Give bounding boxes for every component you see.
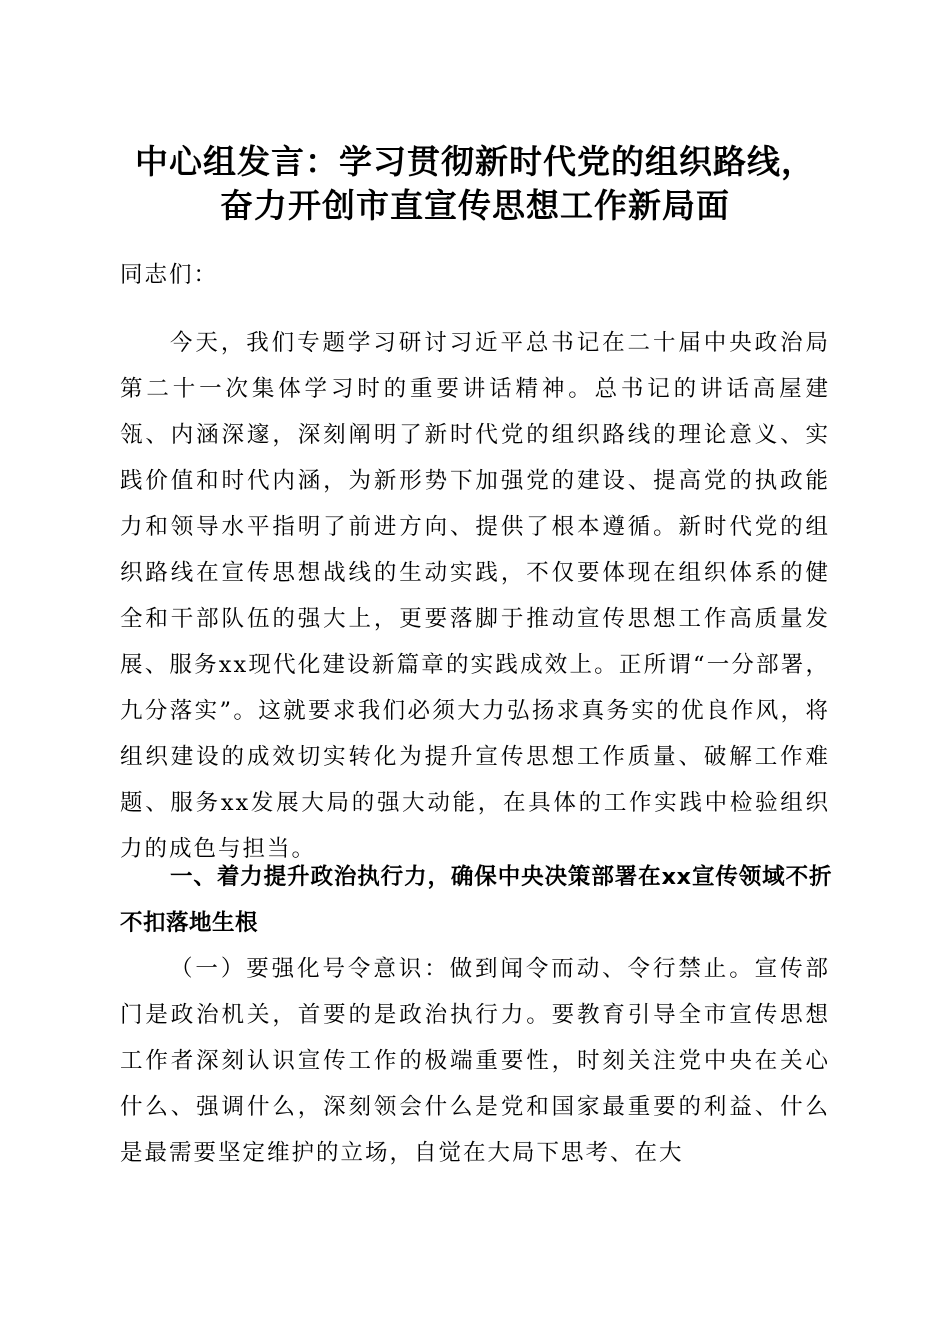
document-title-line-2: 奋力开创市直宣传思想工作新局面 [220, 186, 730, 225]
paragraph-intro: 今天，我们专题学习研讨习近平总书记在二十届中央政治局第二十一次集体学习时的重要讲话精神。总书记的讲话高屋建瓴、内涵深邃，深刻阐明了新时代党的组织路线的理论意义、实践价值和时代内涵，为新形势下加强党的建设、提高党的执政能力和领导水平指明了前进方向、提供了根本遵循。新时代党的组织路线在宣传思想战线的生动实践，不仅要体现在组织体系的健全和干部队伍的强大上，更要落脚于推动宣传思想工作高质量发展、服务xx现代化建设新篇章的实践成效上。正所谓“一分部署，九分落实”。这就要求我们必须大力弘扬求真务实的优良作风，将组织建设的成效切实转化为提升宣传思想工作质量、破解工作难题、服务xx发展大局的强大动能，在具体的工作实践中检验组织力的成色与担当。 [120, 330, 830, 862]
section-heading-1: 一、着力提升政治执行力，确保中央决策部署在xx宣传领域不折不扣落地生根 [120, 864, 832, 936]
paragraph-section-1-1: （一）要强化号令意识：做到闻令而动、令行禁止。宣传部门是政治机关，首要的是政治执行力。要教育引导全市宣传思想工作者深刻认识宣传工作的极端重要性，时刻关注党中央在关心什么、强调什么，深刻领会什么是党和国家最重要的利益、什么是最需要坚定维护的立场，自觉在大局下思考、在大 [120, 956, 830, 1166]
document-title-line-1: 中心组发言：学习贯彻新时代党的组织路线， [135, 142, 815, 181]
greeting: 同志们： [120, 262, 219, 288]
